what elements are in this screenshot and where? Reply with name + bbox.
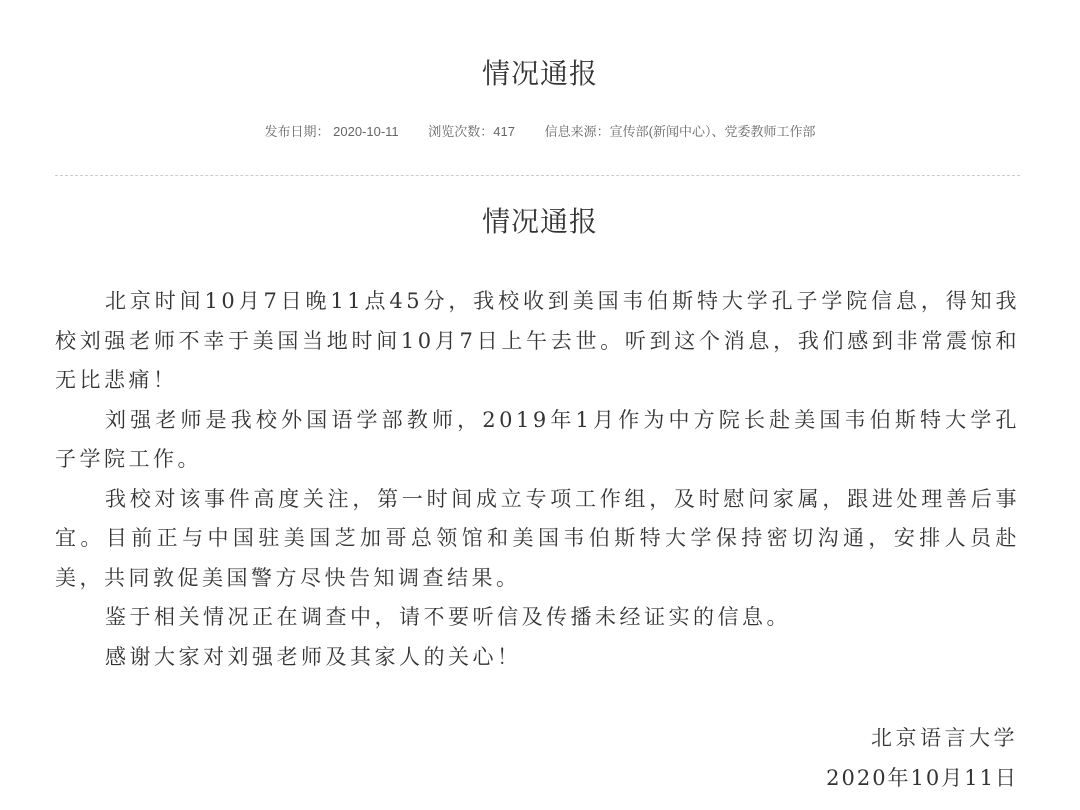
article-body <box>55 282 1020 677</box>
signature-organization: 北京语言大学 <box>871 726 1018 750</box>
article-title: 情况通报 <box>481 205 598 238</box>
divider <box>55 175 1020 176</box>
signature-date: 2020年10月11日 <box>826 766 1018 790</box>
paragraph: 我校对该事件高度关注，第一时间成立专项工作组，及时慰问家属，跟进处理善后事宜。目前正与中国驻美国芝加哥总领馆和美国韦伯斯特大学保持密切沟通，安排人员赴美，共同敦促美国警方尽快告知调查结果。 <box>55 486 1020 590</box>
info-source: 信息来源：宣传部(新闻中心）、党委教师工作部 <box>544 124 816 139</box>
paragraph: 北京时间10月7日晚11点45分，我校收到美国韦伯斯特大学孔子学院信息，得知我校刘强老师不幸于美国当地时间10月7日上午去世。听到这个消息，我们感到非常震惊和无比悲痛！ <box>55 289 1020 392</box>
view-count: 浏览次数：417 <box>428 124 515 139</box>
paragraph: 感谢大家对刘强老师及其家人的关心！ <box>105 644 522 669</box>
paragraph: 刘强老师是我校外国语学部教师，2019年1月作为中方院长赴美国韦伯斯特大学孔子学院工作。 <box>55 407 1020 471</box>
article-meta <box>0 121 1080 140</box>
page-title: 情况通报 <box>481 57 598 90</box>
paragraph: 鉴于相关情况正在调查中，请不要听信及传播未经证实的信息。 <box>105 605 791 629</box>
publish-date: 发布日期： 2020-10-11 <box>264 124 399 139</box>
